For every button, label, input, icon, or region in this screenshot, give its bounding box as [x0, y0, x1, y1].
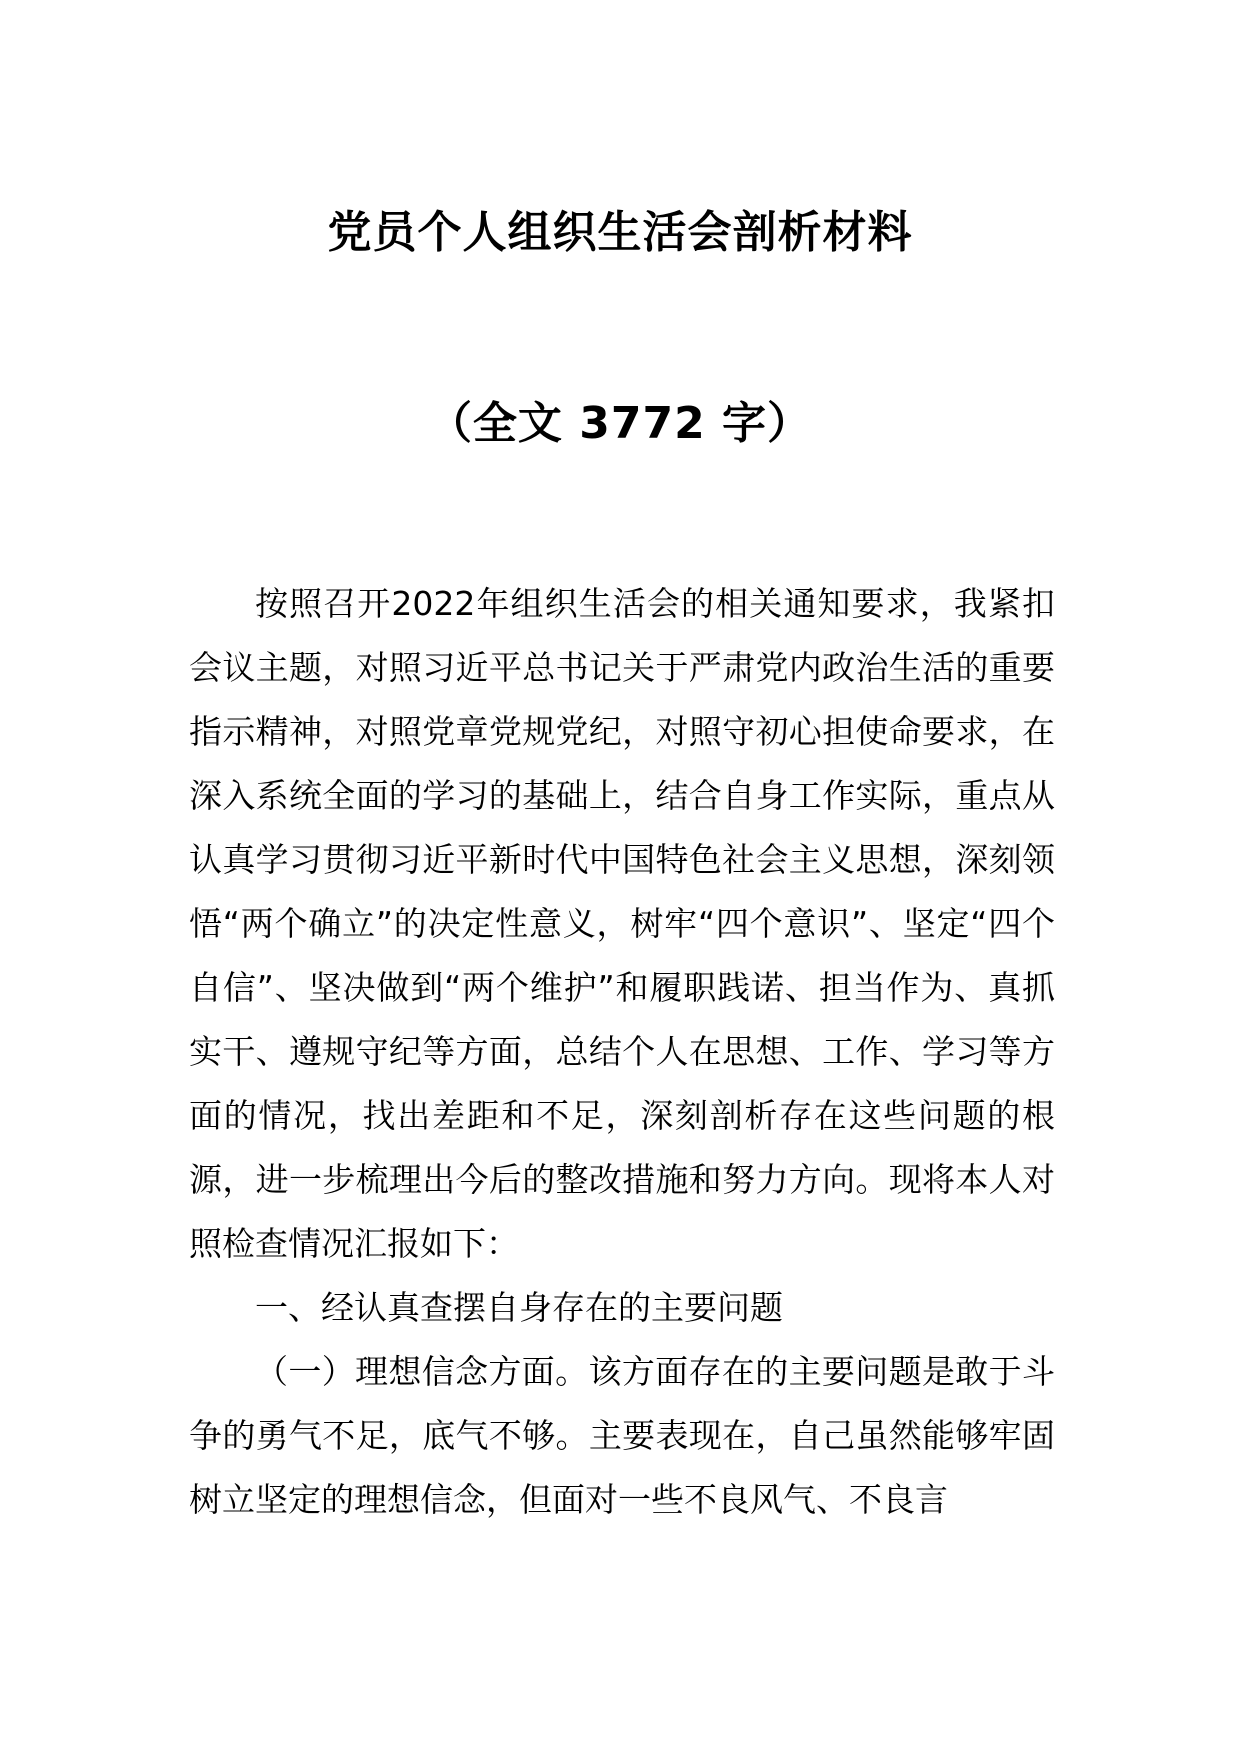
document-subtitle: （全文 3772 字）	[427, 398, 813, 449]
document-body	[189, 572, 1055, 1532]
paragraph-ideals: （一）理想信念方面。该方面存在的主要问题是敢于斗争的勇气不足，底气不够。主要表现在，自己虽然能够牢固树立坚定的理想信念，但面对一些不良风气、不良言	[189, 1352, 1055, 1519]
section-heading: 一、经认真查摆自身存在的主要问题	[255, 1288, 783, 1327]
document-title: 党员个人组织生活会剖析材料	[327, 207, 913, 258]
paragraph-intro: 按照召开2022年组织生活会的相关通知要求，我紧扣会议主题，对照习近平总书记关于严肃党内政治生活的重要指示精神，对照党章党规党纪，对照守初心担使命要求，在深入系统全面的学习的基础上，结合自身工作实际，重点从认真学习贯彻习近平新时代中国特色社会主义思想，深刻领悟“两个确立”的决定性意义，树牢“四个意识”、坚定“四个自信”、坚决做到“两个维护”和履职践诺、担当作为、真抓实干、遵规守纪等方面，总结个人在思想、工作、学习等方面的情况，找出差距和不足，深刻剖析存在这些问题的根源，进一步梳理出今后的整改措施和努力方向。现将本人对照检查情况汇报如下：	[189, 584, 1055, 1263]
